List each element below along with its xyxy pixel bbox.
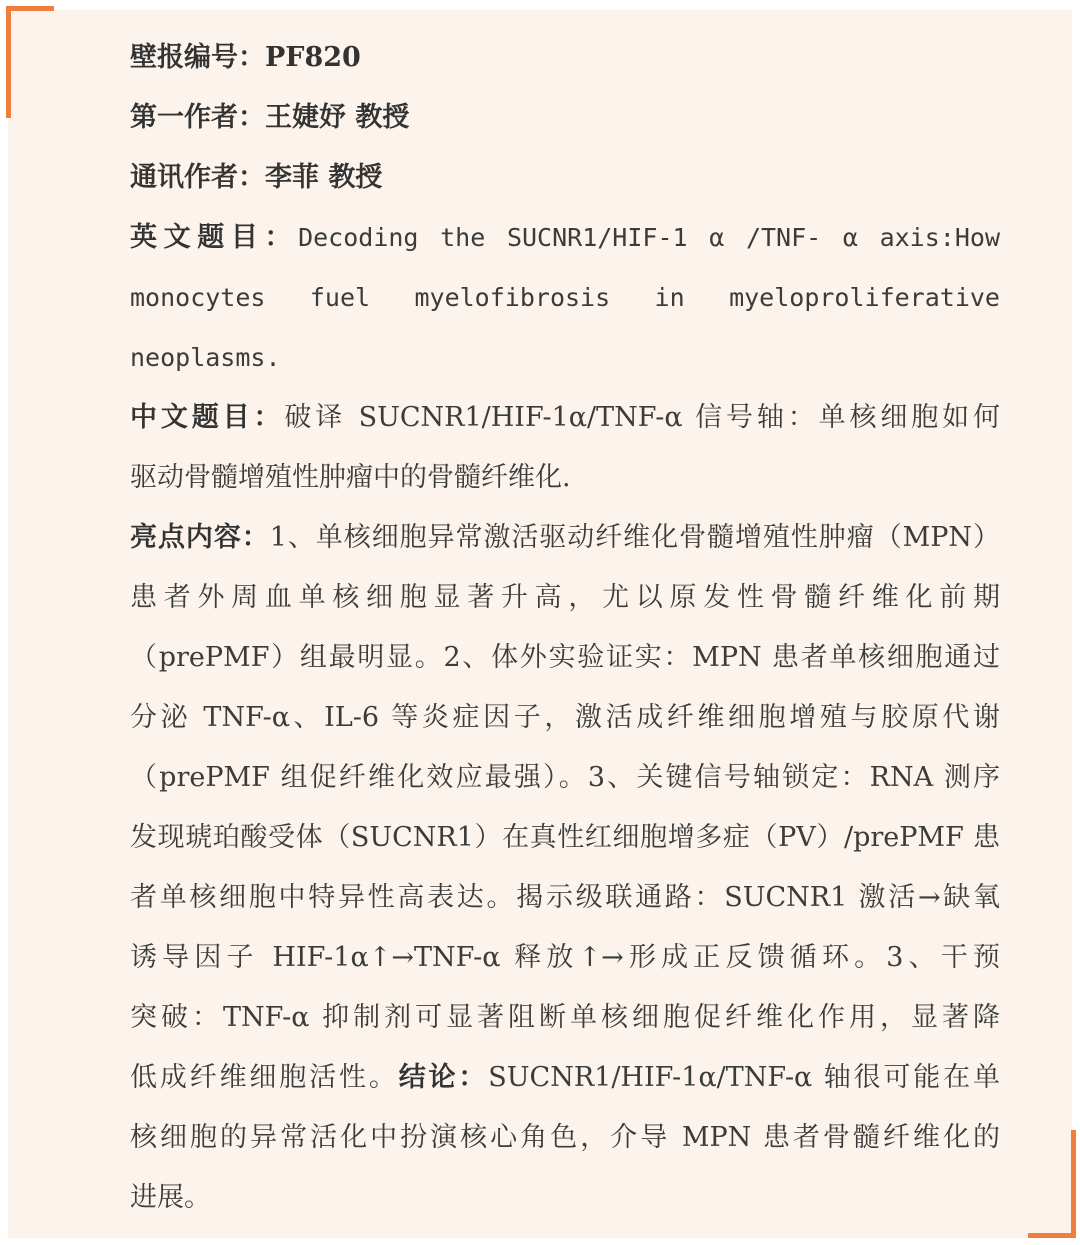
highlights-text: 1、单核细胞异常激活驱动纤维化骨髓增殖性肿瘤（MPN） [269,522,1001,553]
conclusion-label: 结论： [398,1062,489,1093]
poster-info [130,28,1000,1228]
corresponding-author-label: 通讯作者： [130,162,265,193]
chinese-title-label: 中文题目： [130,402,285,433]
conclusion-text: SUCNR1/HIF-1α/TNF-α 轴很可能在单 [488,1062,1001,1093]
highlights-last-text: 低成纤维细胞活性。 [130,1062,399,1093]
conclusion-line: 进展。 [130,1182,211,1213]
poster-number-row [130,28,1000,88]
english-title-line: neoplasms. [130,343,281,372]
english-title-line: monocytes fuel myelofibrosis in myeloproliferative [130,283,1000,312]
highlights-block [130,508,1000,1228]
poster-number-label: 壁报编号： [130,42,265,73]
english-title-line [130,208,1000,268]
highlights-line: 分泌 TNF-α、IL-6 等炎症因子，激活成纤维细胞增殖与胶原代谢 [130,702,1000,733]
highlights-line: 发现琥珀酸受体（SUCNR1）在真性红细胞增多症（PV）/prePMF 患 [130,822,1000,853]
highlights-line: 突破：TNF-α 抑制剂可显著阻断单核细胞促纤维化作用，显著降 [130,1002,1000,1033]
first-author-value: 王婕妤 教授 [265,102,410,133]
poster-number-value: PF820 [265,42,361,73]
corner-accent-bottom-right-vertical [1071,1130,1076,1238]
corner-accent-top-left [6,6,54,11]
english-title-label: 英文题目： [130,222,299,253]
highlights-line: 诱导因子 HIF-1α↑→TNF-α 释放↑→形成正反馈循环。3、干预 [130,942,1000,973]
highlights-line: 患者外周血单核细胞显著升高，尤以原发性骨髓纤维化前期 [130,582,1000,613]
highlights-line: （prePMF 组促纤维化效应最强）。3、关键信号轴锁定：RNA 测序 [130,762,1000,793]
first-author-label: 第一作者： [130,102,265,133]
conclusion-line [130,1048,1000,1108]
chinese-title-line [130,388,1000,448]
english-title-block [130,208,1000,388]
chinese-title-line: 驱动骨髓增殖性肿瘤中的骨髓纤维化. [130,462,571,493]
corner-accent-top-left-vertical [6,6,11,118]
corner-accent-bottom-right [1028,1233,1076,1238]
corresponding-author-row [130,148,1000,208]
highlights-label: 亮点内容： [130,522,270,553]
highlights-line: 者单核细胞中特异性高表达。揭示级联通路：SUCNR1 激活→缺氧 [130,882,1000,913]
highlights-line: （prePMF）组最明显。2、体外实验证实：MPN 患者单核细胞通过 [130,642,1000,673]
first-author-row [130,88,1000,148]
conclusion-line: 核细胞的异常活化中扮演核心角色，介导 MPN 患者骨髓纤维化的 [130,1122,1000,1153]
highlights-line [130,508,1000,568]
corresponding-author-value: 李菲 教授 [265,162,383,193]
chinese-title-text: 破译 SUCNR1/HIF-1α/TNF-α 信号轴：单核细胞如何 [284,402,1001,433]
english-title-text: Decoding the SUCNR1/HIF-1 α /TNF- α axis:How [298,223,1000,252]
chinese-title-block [130,388,1000,508]
